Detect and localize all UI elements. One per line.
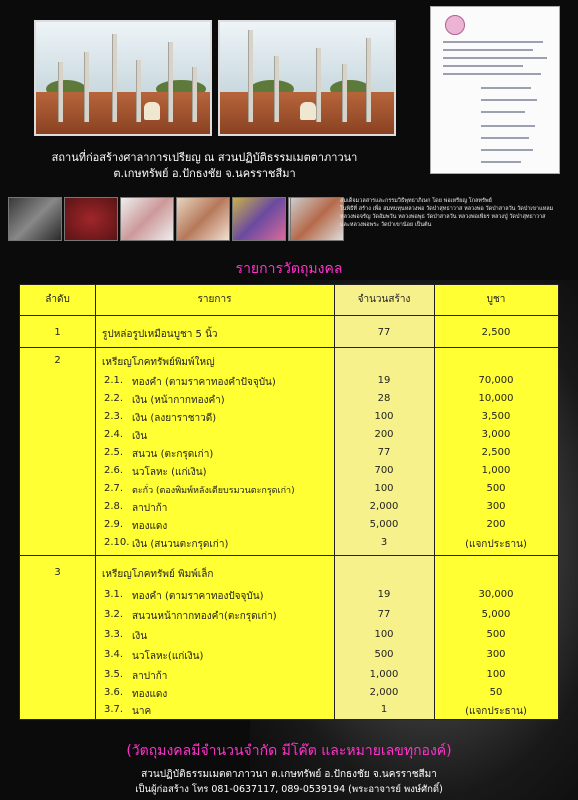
list-title: รายการวัตถุมงคล bbox=[235, 261, 343, 277]
info-line: สมเด็จมวลสารและกรรมวิธีพุทธาภิเษก โดย พ่อเหรียญ โกลทรัพย์ bbox=[340, 198, 492, 204]
header-price: บูชา bbox=[486, 294, 506, 305]
item-qty: 2,000 bbox=[369, 687, 399, 698]
group-title: เหรียญโภคทรัพย์พิมพ์ใหญ่ bbox=[102, 357, 215, 368]
item-price: 500 bbox=[486, 629, 506, 640]
table-header bbox=[20, 285, 558, 316]
item-name: ทองแดง bbox=[132, 521, 168, 532]
item-qty: 100 bbox=[374, 629, 394, 640]
item-qty: 100 bbox=[374, 483, 394, 494]
site-photo-right bbox=[218, 20, 396, 136]
item-price: 300 bbox=[486, 501, 506, 512]
item-index: 3.4. bbox=[104, 649, 124, 660]
item-qty: 77 bbox=[377, 447, 391, 458]
item-qty: 28 bbox=[377, 393, 391, 404]
info-line: และหลวงพ่อพระ วัดป่าเขาน้อย เป็นต้น bbox=[340, 222, 432, 228]
info-line: หลวงพ่อจรัญ วัดอัมพวัน หลวงพ่อพุธ วัดป่าสาลวัน หลวงพ่อเพียร หลวงปู่ วัดป่าสุทธาวาส bbox=[340, 214, 546, 220]
item-qty: 500 bbox=[374, 649, 394, 660]
item-price: 5,000 bbox=[481, 609, 511, 620]
photo-caption-line2: ต.เกษทรัพย์ อ.ปักธงชัย จ.นครราชสีมา bbox=[113, 167, 296, 180]
item-price: 50 bbox=[489, 687, 503, 698]
item-name: เงิน (ลงยาราชาวดี) bbox=[132, 413, 217, 424]
footer-contact: เป็นผู้ก่อสร้าง โทร 081-0637117, 089-0539194 (พระอาจารย์ พงษ์ศักดิ์) bbox=[135, 784, 443, 795]
item-qty: 1,000 bbox=[369, 669, 399, 680]
item-index: 2.8. bbox=[104, 501, 124, 512]
header-item: รายการ bbox=[197, 294, 232, 305]
item-qty: 3 bbox=[380, 537, 388, 548]
thumbnail bbox=[290, 197, 344, 241]
thumbnail bbox=[120, 197, 174, 241]
header-no: ลำดับ bbox=[45, 294, 70, 305]
item-name: ทองคำ (ตามราคาทองคำปัจจุบัน) bbox=[132, 377, 276, 388]
item-name: สนวน (ตะกรุดเก่า) bbox=[132, 449, 214, 460]
group-price: 2,500 bbox=[481, 327, 511, 338]
item-name: เงิน (สนวนตะกรุดเก่า) bbox=[132, 539, 229, 550]
site-photo-left bbox=[34, 20, 212, 136]
item-price: 30,000 bbox=[478, 589, 514, 600]
item-price: 200 bbox=[486, 519, 506, 530]
item-price: 500 bbox=[486, 483, 506, 494]
item-index: 3.5. bbox=[104, 669, 124, 680]
item-index: 2.3. bbox=[104, 411, 124, 422]
item-name: นาค bbox=[132, 706, 152, 717]
item-price: 300 bbox=[486, 649, 506, 660]
item-index: 3.1. bbox=[104, 589, 124, 600]
item-name: เงิน bbox=[132, 431, 148, 442]
photo-caption-line1: สถานที่ก่อสร้างศาลาการเปรียญ ณ สวนปฏิบัติธรรมเมตตาภาวนา bbox=[51, 151, 358, 164]
item-qty: 5,000 bbox=[369, 519, 399, 530]
item-name: เงิน (หน้ากากทองคำ) bbox=[132, 395, 225, 406]
item-index: 2.9. bbox=[104, 519, 124, 530]
item-price: 10,000 bbox=[478, 393, 514, 404]
thumbnail bbox=[8, 197, 62, 241]
item-name: ลาปาก้า bbox=[132, 671, 168, 682]
group-number: 2 bbox=[54, 355, 61, 366]
item-name: สนวนหน้ากากทองคำ(ตะกรุดเก่า) bbox=[132, 611, 277, 622]
item-index: 3.3. bbox=[104, 629, 124, 640]
footer-place: สวนปฏิบัติธรรมเมตตาภาวนา ต.เกษทรัพย์ อ.ปักธงชัย จ.นครราชสีมา bbox=[141, 769, 437, 780]
item-qty: 700 bbox=[374, 465, 394, 476]
item-qty: 19 bbox=[377, 375, 391, 386]
item-price: 2,500 bbox=[481, 447, 511, 458]
item-price: (แจกประธาน) bbox=[465, 706, 527, 717]
item-index: 2.5. bbox=[104, 447, 124, 458]
item-name: เงิน bbox=[132, 631, 148, 642]
item-name: ทองคำ (ตามราคาทองปัจจุบัน) bbox=[132, 591, 264, 602]
item-index: 3.6. bbox=[104, 687, 124, 698]
item-name: นวโลหะ (แก่เงิน) bbox=[132, 467, 207, 478]
group-title: รูปหล่อรูปเหมือนบูชา 5 นิ้ว bbox=[102, 329, 218, 340]
item-price: (แจกประธาน) bbox=[465, 539, 527, 550]
seal-icon bbox=[445, 15, 465, 35]
info-line: ในพิธีที่ สร้าง เพื่อ สมทบทุนหลวงพ่อ วัดป่าสุทธาวาส หลวงพ่อ วัดป่าสาลวัน วัดป่าเขาแหลม bbox=[340, 206, 554, 212]
limited-note: (วัตถุมงคลมีจำนวนจำกัด มีโค๊ต และหมายเลขทุกองค์) bbox=[126, 743, 452, 759]
official-document-image bbox=[430, 6, 560, 174]
group-qty: 77 bbox=[377, 327, 391, 338]
item-price: 3,000 bbox=[481, 429, 511, 440]
item-name: ตะกั่ว (ตองพิมพ์หลังเตียบรมวนตะกรุดเก่า) bbox=[132, 486, 295, 496]
item-index: 2.4. bbox=[104, 429, 124, 440]
item-qty: 1 bbox=[380, 704, 388, 715]
item-qty: 19 bbox=[377, 589, 391, 600]
item-index: 2.6. bbox=[104, 465, 124, 476]
item-qty: 200 bbox=[374, 429, 394, 440]
items-table bbox=[19, 284, 559, 720]
item-qty: 100 bbox=[374, 411, 394, 422]
thumbnail bbox=[176, 197, 230, 241]
item-price: 1,000 bbox=[481, 465, 511, 476]
item-index: 3.7. bbox=[104, 704, 124, 715]
item-price: 3,500 bbox=[481, 411, 511, 422]
item-price: 70,000 bbox=[478, 375, 514, 386]
thumbnail bbox=[64, 197, 118, 241]
item-index: 2.1. bbox=[104, 375, 124, 386]
group-title: เหรียญโภคทรัพย์ พิมพ์เล็ก bbox=[102, 569, 214, 580]
item-price: 100 bbox=[486, 669, 506, 680]
group-number: 1 bbox=[54, 327, 61, 338]
item-index: 2.10. bbox=[104, 537, 130, 548]
item-qty: 2,000 bbox=[369, 501, 399, 512]
item-name: นวโลหะ(แก่เงิน) bbox=[132, 651, 204, 662]
ceremony-info bbox=[340, 197, 572, 229]
header-qty: จำนวนสร้าง bbox=[357, 294, 411, 305]
item-qty: 77 bbox=[377, 609, 391, 620]
item-index: 2.7. bbox=[104, 483, 124, 494]
thumbnail bbox=[232, 197, 286, 241]
item-index: 2.2. bbox=[104, 393, 124, 404]
item-index: 3.2. bbox=[104, 609, 124, 620]
group-number: 3 bbox=[54, 567, 61, 578]
item-name: ทองแดง bbox=[132, 689, 168, 700]
item-name: ลาปาก้า bbox=[132, 503, 168, 514]
